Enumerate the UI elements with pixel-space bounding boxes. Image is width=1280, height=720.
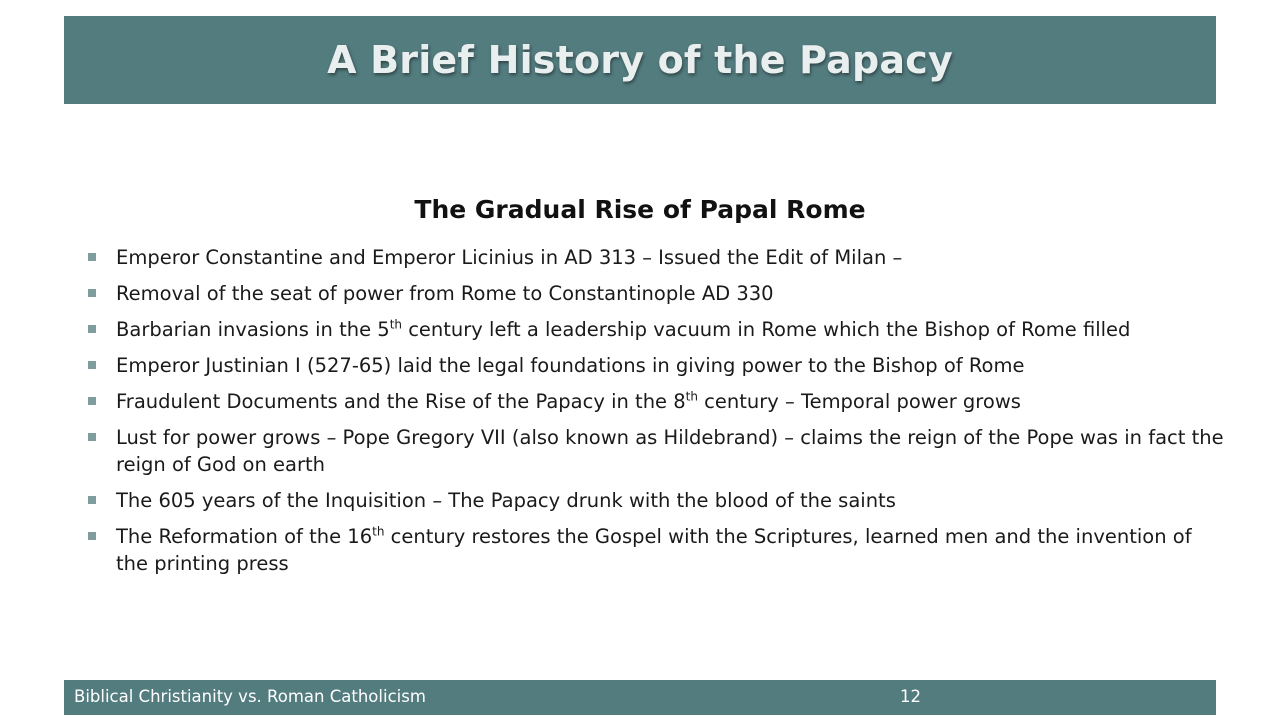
bullet-item bbox=[84, 280, 1224, 307]
bullet-text: The 605 years of the Inquisition – The Papacy drunk with the blood of the saints bbox=[116, 489, 896, 512]
bullet-item bbox=[84, 388, 1224, 415]
footer-bar bbox=[64, 680, 1216, 715]
bullet-item bbox=[84, 523, 1224, 577]
bullet-item bbox=[84, 316, 1224, 343]
bullet-text: Fraudulent Documents and the Rise of the Papacy in the 8 bbox=[116, 390, 686, 413]
bullet-list bbox=[84, 244, 1224, 586]
square-bullet-icon bbox=[88, 361, 96, 369]
page-number: 12 bbox=[900, 687, 921, 706]
bullet-text: Removal of the seat of power from Rome to Constantinople AD 330 bbox=[116, 282, 774, 305]
bullet-item bbox=[84, 487, 1224, 514]
slide-subtitle: The Gradual Rise of Papal Rome bbox=[414, 195, 866, 224]
square-bullet-icon bbox=[88, 433, 96, 441]
bullet-text: Barbarian invasions in the 5 bbox=[116, 318, 390, 341]
slide-title: A Brief History of the Papacy bbox=[327, 38, 953, 82]
footer-text: Biblical Christianity vs. Roman Catholicism bbox=[74, 687, 426, 706]
superscript: th bbox=[372, 524, 385, 539]
bullet-text: Emperor Justinian I (527-65) laid the legal foundations in giving power to the Bishop of Rome bbox=[116, 354, 1025, 377]
bullet-text: Lust for power grows – Pope Gregory VII (also known as Hildebrand) – claims the reign of the Pope was in fact the reign of God on earth bbox=[116, 426, 1224, 476]
title-bar bbox=[64, 16, 1216, 104]
bullet-item bbox=[84, 352, 1224, 379]
square-bullet-icon bbox=[88, 289, 96, 297]
bullet-text: The Reformation of the 16 bbox=[116, 525, 373, 548]
superscript: th bbox=[685, 389, 698, 404]
square-bullet-icon bbox=[88, 253, 96, 261]
square-bullet-icon bbox=[88, 325, 96, 333]
bullet-text-continued: century restores the Gospel with the Scriptures, learned men and the invention of the printing press bbox=[116, 525, 1192, 575]
bullet-text: Emperor Constantine and Emperor Licinius in AD 313 – Issued the Edit of Milan – bbox=[116, 246, 903, 269]
square-bullet-icon bbox=[88, 532, 96, 540]
square-bullet-icon bbox=[88, 496, 96, 504]
square-bullet-icon bbox=[88, 397, 96, 405]
bullet-text-continued: century left a leadership vacuum in Rome which the Bishop of Rome filled bbox=[402, 318, 1131, 341]
superscript: th bbox=[389, 317, 402, 332]
bullet-text-continued: century – Temporal power grows bbox=[697, 390, 1021, 413]
bullet-item bbox=[84, 424, 1224, 478]
bullet-item bbox=[84, 244, 1224, 271]
